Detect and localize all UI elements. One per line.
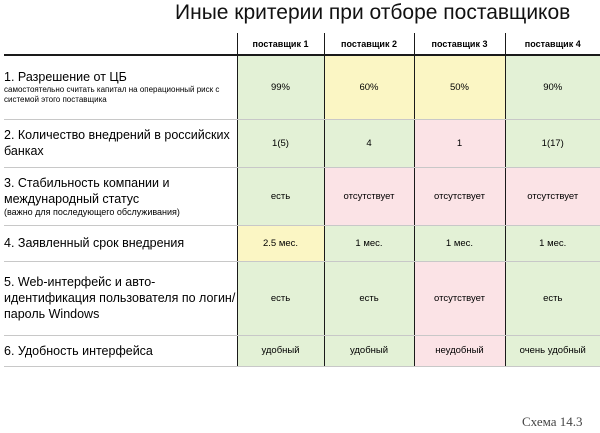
criterion-cell xyxy=(4,119,237,167)
supplier-criteria-table xyxy=(4,33,600,367)
header-supplier-3: поставщик 3 xyxy=(414,33,505,55)
table-row xyxy=(4,119,600,167)
value-cell: 1(17) xyxy=(505,119,600,167)
criterion-label: 1. Разрешение от ЦБ xyxy=(4,70,127,85)
value-cell: отсутствует xyxy=(414,261,505,335)
value-cell: неудобный xyxy=(414,335,505,366)
criterion-cell xyxy=(4,335,237,366)
value-cell: есть xyxy=(324,261,414,335)
table-header-row xyxy=(4,33,600,55)
value-cell: отсутствует xyxy=(505,167,600,225)
value-cell: есть xyxy=(505,261,600,335)
criterion-label: 2. Количество внедрений в российских банках xyxy=(4,128,230,158)
value-cell: отсутствует xyxy=(414,167,505,225)
table-row xyxy=(4,225,600,261)
header-corner xyxy=(4,33,237,55)
value-cell: 99% xyxy=(237,55,324,119)
value-cell: есть xyxy=(237,261,324,335)
criterion-subtext: самостоятельно считать капитал на операционный риск с системой этого поставщика xyxy=(4,85,220,105)
header-supplier-2: поставщик 2 xyxy=(324,33,414,55)
value-cell: есть xyxy=(237,167,324,225)
value-cell: 50% xyxy=(414,55,505,119)
value-cell: 1 мес. xyxy=(414,225,505,261)
value-cell: 1 xyxy=(414,119,505,167)
table-row xyxy=(4,55,600,119)
table-row xyxy=(4,261,600,335)
criterion-label: 4. Заявленный срок внедрения xyxy=(4,236,185,250)
value-cell: 60% xyxy=(324,55,414,119)
criterion-cell xyxy=(4,55,237,119)
table-row xyxy=(4,335,600,366)
criterion-cell xyxy=(4,261,237,335)
value-cell: 1 мес. xyxy=(324,225,414,261)
figure-caption: Схема 14.3 xyxy=(522,414,583,429)
header-supplier-4: поставщик 4 xyxy=(505,33,600,55)
header-supplier-1: поставщик 1 xyxy=(237,33,324,55)
value-cell: отсутствует xyxy=(324,167,414,225)
criterion-note: (важно для последующего обслуживания) xyxy=(4,206,180,217)
value-cell: 1(5) xyxy=(237,119,324,167)
value-cell: очень удобный xyxy=(505,335,600,366)
slide-title: Иные критерии при отборе поставщиков xyxy=(175,1,571,24)
table-row xyxy=(4,167,600,225)
value-cell: 2.5 мес. xyxy=(237,225,324,261)
criterion-label: 5. Web-интерфейс и авто-идентификация пользователя по логин/пароль Windows xyxy=(4,275,236,321)
value-cell: удобный xyxy=(237,335,324,366)
value-cell: 4 xyxy=(324,119,414,167)
value-cell: 90% xyxy=(505,55,600,119)
criterion-label: 3. Стабильность компании и международный статус xyxy=(4,175,170,206)
criterion-label: 6. Удобность интерфейса xyxy=(4,343,153,358)
criterion-cell xyxy=(4,167,237,225)
value-cell: 1 мес. xyxy=(505,225,600,261)
value-cell: удобный xyxy=(324,335,414,366)
criterion-cell xyxy=(4,225,237,261)
